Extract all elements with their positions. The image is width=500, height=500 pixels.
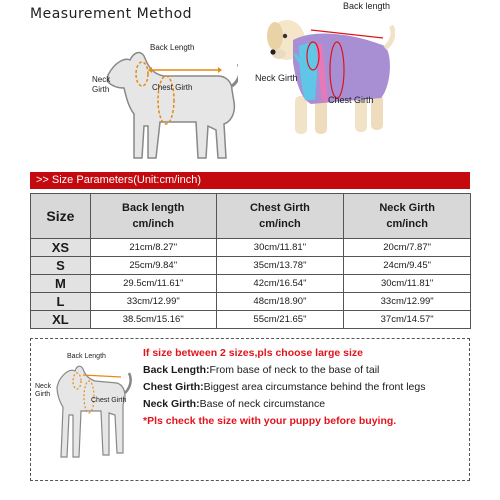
mini-dog-diagram [37,345,137,475]
check-size-warning: *Pls check the size with your puppy before buying. [143,415,397,427]
mini-chest-girth-label: Chest Girth [91,397,127,404]
chest-girth-cell: 35cm/13.78" [216,257,344,275]
table-row [31,293,471,311]
table-row [31,275,471,293]
size-table [30,193,471,329]
back-length-label: Back Length [150,43,195,52]
neck-girth-cell: 24cm/9.45" [344,257,471,275]
chest-girth-note: Chest Girth:Biggest area circumstance behind the front legs [143,381,426,393]
back-length-cell: 38.5cm/15.16" [90,311,216,329]
back-length-cell: 21cm/8.27" [90,239,216,257]
neck-girth-note: Neck Girth:Base of neck circumstance [143,398,326,410]
mini-dog-silhouette [57,366,125,457]
back-length-cell: 33cm/12.99" [90,293,216,311]
neck-girth-cell: 30cm/11.81" [344,275,471,293]
dog-tail [232,64,238,86]
back-length-header: Back length cm/inch [90,194,216,239]
table-row [31,257,471,275]
mini-neck-label-line2: Girth [35,391,51,398]
neck-label-line2: Girth [92,85,110,94]
chest-girth-header: Chest Girth cm/inch [216,194,344,239]
chest-girth-cell: 42cm/16.54" [216,275,344,293]
neck-girth-cell: 33cm/12.99" [344,293,471,311]
photo-neck-girth-label: Neck Girth [255,73,298,83]
chest-girth-cell: 55cm/21.65" [216,311,344,329]
size-cell: S [31,257,91,275]
mini-neck-label-line1: Neck [35,383,51,390]
page-title: Measurement Method [30,6,193,22]
back-length-cell: 29.5cm/11.61" [90,275,216,293]
chest-girth-cell: 48cm/18.90" [216,293,344,311]
size-cell: XL [31,311,91,329]
back-length-note: Back Length:From base of neck to the base of tail [143,364,380,376]
chest-girth-label: Chest Girth [152,83,193,92]
neck-girth-cell: 37cm/14.57" [344,311,471,329]
size-cell: XS [31,239,91,257]
neck-girth-header: Neck Girth cm/inch [344,194,471,239]
dog-silhouette [108,53,234,158]
chest-girth-cell: 30cm/11.81" [216,239,344,257]
size-advice-text: If size between 2 sizes,pls choose large size [143,347,364,359]
size-parameters-banner: >> Size Parameters(Unit:cm/inch) [30,172,470,189]
neck-label-line1: Neck [92,75,111,84]
size-header: Size [31,194,91,239]
neck-girth-cell: 20cm/7.87" [344,239,471,257]
back-length-cell: 25cm/9.84" [90,257,216,275]
photo-back-length-label: Back length [343,1,391,11]
size-cell: M [31,275,91,293]
table-row [31,239,471,257]
size-note-box [30,338,470,481]
table-row [31,311,471,329]
dog-wearing-coat-image [255,6,395,138]
photo-chest-girth-label: Chest Girth [328,95,374,105]
size-cell: L [31,293,91,311]
table-header-row [31,194,471,239]
mini-back-length-label: Back Length [67,353,106,360]
